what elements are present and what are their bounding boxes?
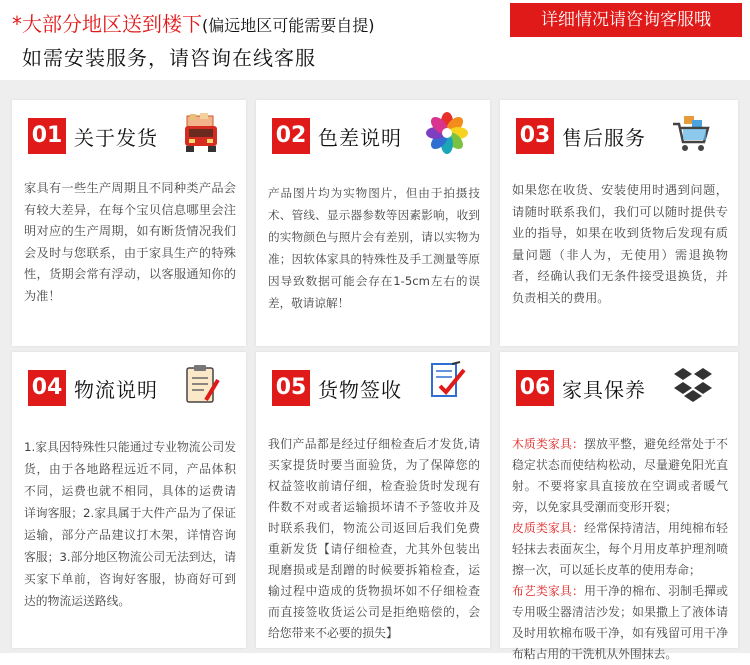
install-notice: 如需安装服务，请咨询在线客服 — [22, 46, 316, 70]
care-body — [512, 434, 728, 665]
card-color-difference — [256, 100, 490, 346]
dropbox-icon — [672, 364, 714, 404]
care-leather-label: 皮质类家具： — [512, 521, 585, 535]
delivery-truck-icon — [182, 112, 224, 152]
notice-sub: (偏远地区可能需要自提) — [202, 16, 375, 35]
card-number: 02 — [272, 118, 310, 154]
card-shipping — [12, 100, 246, 346]
card-title: 物流说明 — [74, 378, 158, 402]
card-number: 04 — [28, 370, 66, 406]
card-body: 如果您在收货、安装使用时遇到问题，请随时联系我们，我们可以随时提供专业的指导，如果在收到货物后发现有质量问题（非人为，无使用）需退换物者，经确认我们无条件接受退换货，并负责相关的费用。 — [512, 183, 728, 305]
card-number: 01 — [28, 118, 66, 154]
card-body: 家具有一些生产周期且不同种类产品会有较大差异，在每个宝贝信息哪里会注明对应的生产周期，如有断货情况我们会及时与您联系，由于家具生产的特殊性，货期会常有浮动，以客服通知你的为准！ — [24, 181, 236, 303]
care-fabric-text: 用干净的棉布、羽制毛撣或专用吸尘器清洁沙发；如果撒上了液体请及时用软棉布吸干净，如有残留可用干净布粘占用的干洗机从外围抹去。 — [512, 584, 728, 661]
card-receipt — [256, 352, 490, 648]
card-body: 产品图片均为实物图片，但由于拍摄技术、管线、显示器参数等因素影响，收到的实物颜色与照片会有差别，请以实物为准；因软体家具的特殊性及手工测量等原因导致数据可能会存在1-5cm左右的误差，敬请谅解！ — [268, 186, 480, 310]
card-number: 03 — [516, 118, 554, 154]
delivery-notice — [12, 8, 375, 37]
card-number: 06 — [516, 370, 554, 406]
care-fabric-label: 布艺类家具： — [512, 584, 585, 598]
card-number: 05 — [272, 370, 310, 406]
checklist-icon — [426, 360, 468, 400]
info-panel — [0, 80, 750, 661]
card-body: 我们产品都是经过仔细检查后才发货,请买家提货时要当面验货，为了保障您的权益签收前请仔细，检查验货时发现有件数不对或者运输损坏请不予签收并及时联系我们，物流公司返回后我们免费重新发货【请仔细检查，尤其外包装出现磨损或是刮蹭的时候要拆箱检查，运输过程中造成的货物损坏如不仔细检查而直接签收货运公司是拒绝赔偿的，会给您带来不必要的损失】 — [268, 437, 480, 640]
card-body: 1.家具因特殊性只能通过专业物流公司发货，由于各地路程远近不同，产品体积不同，运费也就不相同，具体的运费请详询客服；2.家具属于大件产品为了保证运输，部分产品建议打木架，详情咨询客服；3.部分地区物流公司无法到达，请买家下单前，咨询好客服，协商好可到达的物流运送路线。 — [24, 440, 236, 608]
notice-asterisk: * — [12, 12, 22, 36]
card-logistics — [12, 352, 246, 648]
care-wood-text: 摆放平整，避免经常处于不稳定状态而使结构松动，尽量避免阳光直射。不要将家具直接放在空调或者暖气旁，以免家具受潮而变形开裂； — [512, 437, 728, 514]
shopping-cart-icon — [670, 114, 712, 154]
notice-main: 大部分地区送到楼下 — [22, 12, 202, 36]
card-title: 关于发货 — [74, 126, 158, 150]
card-title: 家具保养 — [562, 378, 646, 402]
card-after-sales — [500, 100, 738, 346]
card-title: 货物签收 — [318, 378, 402, 402]
clipboard-icon — [180, 364, 222, 404]
card-title: 色差说明 — [318, 126, 402, 150]
top-notice — [0, 0, 750, 78]
contact-banner[interactable]: 详细情况请咨询客服哦 — [510, 3, 742, 37]
care-leather-text: 经常保持清洁，用纯棉布轻轻抹去表面灰尘，每个月用皮革护理剂喷擦一次，可以延长皮革的使用寿命； — [512, 521, 728, 577]
card-title: 售后服务 — [562, 126, 646, 150]
card-care — [500, 352, 738, 661]
color-wheel-icon — [426, 112, 468, 152]
care-wood-label: 木质类家具： — [512, 437, 585, 451]
